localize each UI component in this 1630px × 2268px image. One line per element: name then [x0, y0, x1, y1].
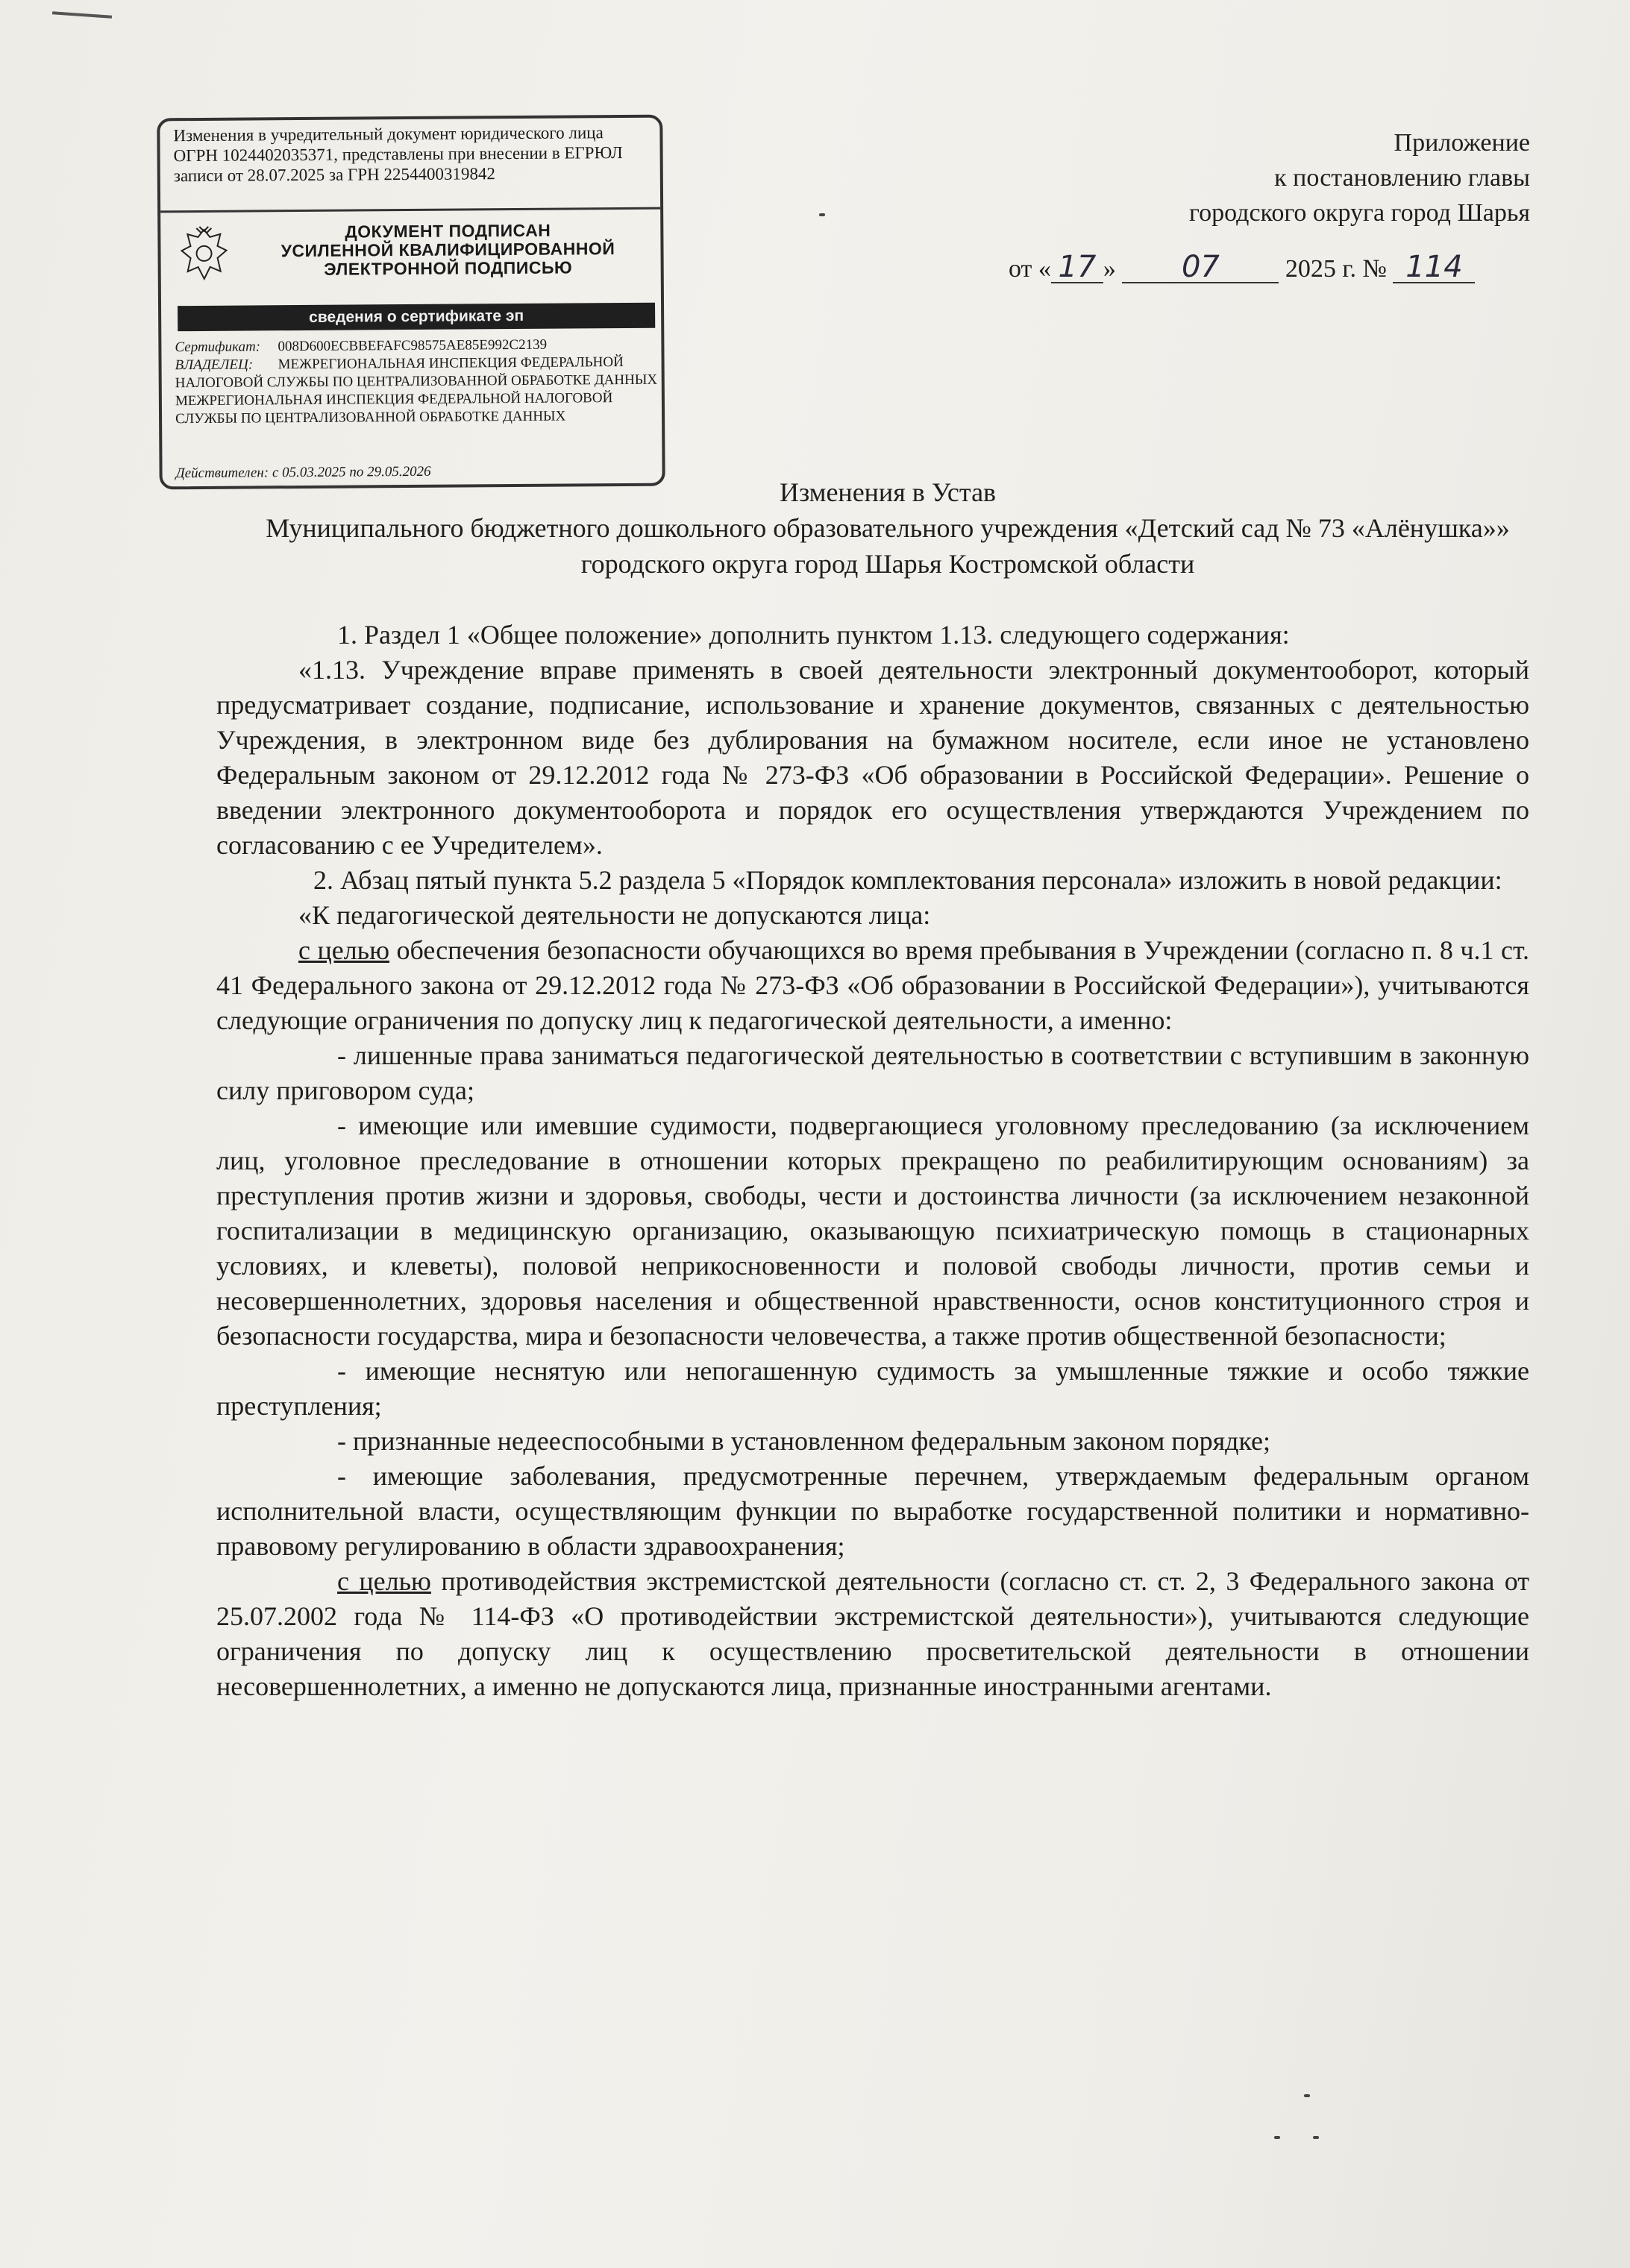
- title-line-1: Изменения в Устав: [779, 477, 997, 507]
- paragraph: «1.13. Учреждение вправе применять в своей деятельности электронный документооборот, который предусматривает создание, подписание, использование и хранение документов, связанных с деятельностью Учреждения, в электронном виде без дублирования на бумажном носителе, если иное не установлено Федеральным законом от 29.12.2012 года № 273-ФЗ «Об образовании в Российской Федерации». Решение о введении электронного документооборота и порядок его осуществления утверждаются Учреждением по согласованию с ее Учредителем».: [216, 655, 1529, 860]
- appendix-line: к постановлению главы: [1274, 164, 1530, 192]
- paragraph: 2. Абзац пятый пункта 5.2 раздела 5 «Порядок комплектования персонала» изложить в новой редакции:: [313, 865, 1502, 895]
- paragraph-text: обеспечения безопасности обучающихся во время пребывания в Учреждении (согласно п. 8 ч.1 ст. 41 Федерального закона от 29.12.2012 года № 273-ФЗ «Об образовании в Российской Федерации»), учитываются следующие ограничения по допуску лиц к педагогической деятельности, а именно:: [216, 935, 1530, 1035]
- stamp-title: [242, 221, 653, 280]
- certificate-details: [175, 336, 660, 429]
- e-signature-stamp: [157, 115, 665, 490]
- cert-label: Сертификат:: [175, 339, 261, 356]
- paragraph: [216, 933, 1529, 1038]
- list-item: - имеющие или имевшие судимости, подвергающиеся уголовному преследованию (за исключением лиц, уголовное преследование в отношении которых прекращено по реабилитирующим основаниям) за преступления против жизни и здоровья, свободы, чести и достоинства личности (за исключением незаконной госпитализации в медицинскую организацию, оказывающую психиатрическую помощь в стационарных условиях, и клеветы), половой неприкосновенности и половой свободы личности, против семьи и несовершеннолетних, здоровья населения и общественной нравственности, основ конституционного строя и безопасности государства, мира и безопасности человечества, а также против общественной безопасности;: [216, 1111, 1529, 1351]
- list-item: - лишенные права заниматься педагогической деятельностью в соответствии с вступившим в законную силу приговором суда;: [216, 1040, 1529, 1105]
- underlined-phrase: с целью: [298, 935, 389, 965]
- valid-value: с 05.03.2025 по 29.05.2026: [272, 463, 431, 481]
- date-prefix: от «: [1009, 255, 1051, 283]
- list-item: - признанные недееспособными в установленном федеральным законом порядке;: [337, 1426, 1271, 1456]
- owner-value: МЕЖРЕГИОНАЛЬНАЯ ИНСПЕКЦИЯ ФЕДЕРАЛЬНОЙ НАЛОГОВОЙ СЛУЖБЫ ПО ЦЕНТРАЛИЗОВАННОЙ ОБРАБОТКЕ ДАННЫХ МЕЖРЕГИОНАЛЬНАЯ ИНСПЕКЦИЯ ФЕДЕРАЛЬНОЙ НАЛОГОВОЙ СЛУЖБЫ ПО ЦЕНТРАЛИЗОВАННОЙ ОБРАБОТКЕ ДАННЫХ: [175, 354, 658, 427]
- paragraph: [216, 1564, 1529, 1704]
- paragraph-text: противодействия экстремистской деятельности (согласно ст. ст. 2, 3 Федерального закона от 25.07.2002 года № 114-ФЗ «О противодействии экстремистской деятельности»), учитываются следующие ограничения по допуску лиц к осуществлению просветительской деятельности в отношении несовершеннолетних, а именно не допускаются лица, признанные иностранными агентами.: [216, 1566, 1529, 1701]
- decree-number: 114: [1393, 252, 1475, 283]
- speck: [1274, 2136, 1280, 2139]
- list-item: - имеющие неснятую или непогашенную судимость за умышленные тяжкие и особо тяжкие преступления;: [216, 1356, 1529, 1421]
- speck: [819, 213, 825, 216]
- valid-label: Действителен:: [175, 465, 269, 482]
- speck: [1313, 2136, 1319, 2139]
- speck: [1304, 2094, 1310, 2097]
- cert-value: 008D600ECBBEFAFC98575AE85E992C2139: [278, 336, 548, 355]
- date-mid: »: [1103, 255, 1116, 283]
- document-title: [246, 474, 1529, 582]
- date-month: 07: [1122, 252, 1279, 283]
- certificate-info-bar: сведения о сертификате эп: [178, 303, 655, 331]
- owner-label: ВЛАДЕЛЕЦ:: [175, 356, 254, 374]
- paragraph: «К педагогической деятельности не допускаются лица:: [298, 900, 931, 930]
- appendix-line: Приложение: [1394, 129, 1530, 157]
- stamp-title-line: ДОКУМЕНТ ПОДПИСАН: [345, 220, 551, 242]
- date-day: 17: [1051, 252, 1103, 283]
- stamp-title-line: УСИЛЕННОЙ КВАЛИФИЦИРОВАННОЙ: [280, 239, 615, 261]
- list-item: - имеющие заболевания, предусмотренные перечнем, утверждаемым федеральным органом исполнительной власти, осуществляющим функции по выработке государственной политики и нормативно-правовому регулированию в области здравоохранения;: [216, 1461, 1529, 1561]
- appendix-line: городского округа город Шарья: [1189, 199, 1530, 227]
- coat-of-arms-icon: [177, 225, 231, 284]
- decree-date-line: [1009, 252, 1475, 283]
- stamp-registration-text: Изменения в учредительный документ юридического лица ОГРН 1024402035371, представлены при внесении в ЕГРЮЛ записи от 28.07.2025 за ГРН 2254400319842: [173, 123, 623, 186]
- underlined-phrase: с целью: [337, 1566, 431, 1596]
- document-body: [216, 618, 1529, 1704]
- paragraph: 1. Раздел 1 «Общее положение» дополнить пунктом 1.13. следующего содержания:: [337, 620, 1290, 650]
- date-year: 2025 г. №: [1285, 255, 1387, 283]
- title-line-2: Муниципального бюджетного дошкольного образовательного учреждения «Детский сад № 73 «Алёнушка»» городского округа город Шарья Костромской области: [266, 513, 1510, 579]
- corner-mark: [52, 11, 112, 19]
- stamp-title-line: ЭЛЕКТРОННОЙ ПОДПИСЬЮ: [324, 257, 573, 279]
- stamp-divider: [160, 207, 660, 213]
- appendix-header: [963, 125, 1530, 230]
